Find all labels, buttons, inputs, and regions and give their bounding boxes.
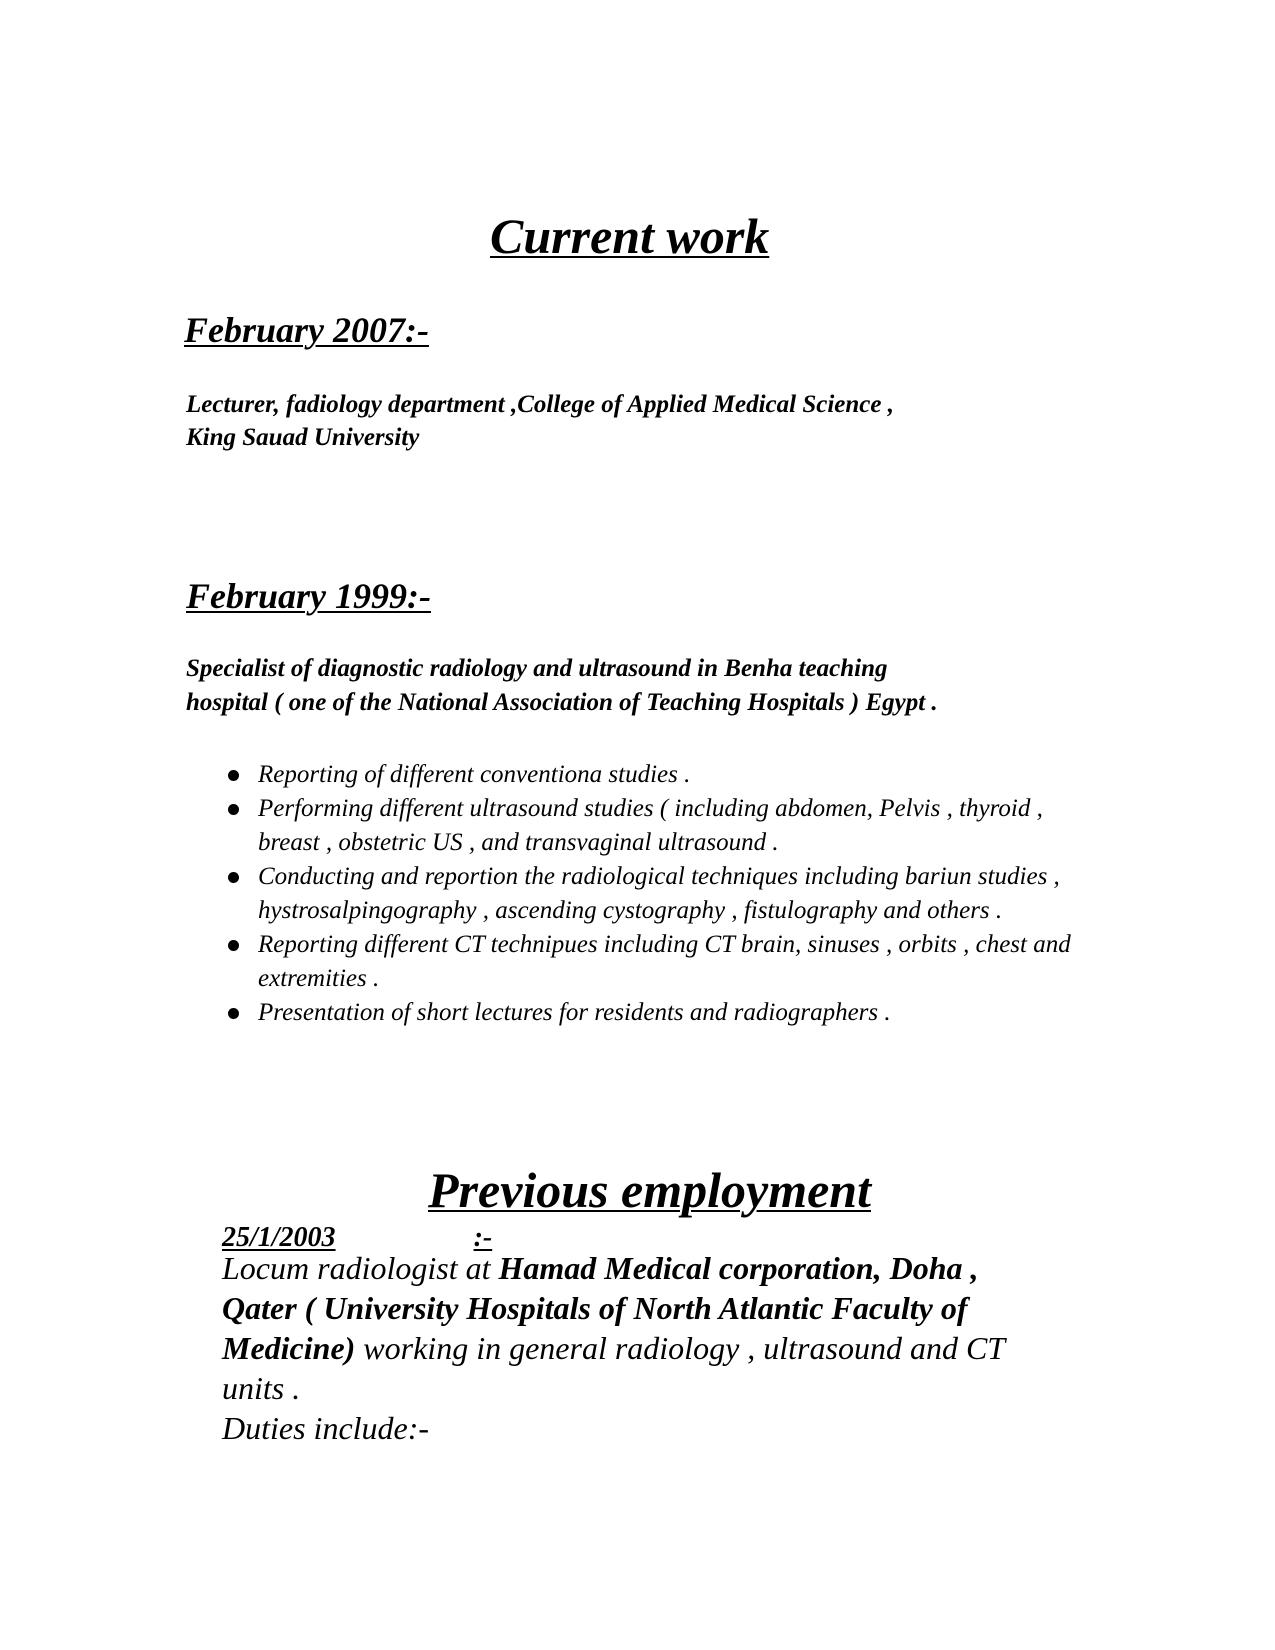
entry-date-2007: February 2007:- (184, 310, 429, 350)
current-work-heading: Current work (490, 208, 770, 264)
description-rest: working in general radiology , ultrasound and CT units . (222, 1330, 1005, 1406)
list-item (222, 996, 1082, 1030)
entry-date-1999: February 1999:- (186, 576, 431, 616)
duties-label: Duties include:- (222, 1410, 430, 1446)
duty-text: Presentation of short lectures for residents and radiographers . (258, 999, 891, 1026)
entry-2007-line1: Lecturer, fadiology department ,College of Applied Medical Science , (186, 391, 894, 418)
duties-list (222, 758, 1082, 1030)
bullet-icon (228, 1008, 239, 1019)
bullet-icon (228, 940, 239, 951)
employer-name: Hamad Medical corporation, Doha , Qater ( University Hospitals of North Atlantic Faculty of Medicine) (222, 1250, 979, 1366)
duty-text: Performing different ultrasound studies ( including abdomen, Pelvis , thyroid , breast , obstetric US , and transvaginal ultrasound . (258, 795, 1043, 856)
bullet-icon (228, 804, 239, 815)
bullet-icon (228, 770, 239, 781)
bullet-icon (228, 872, 239, 883)
list-item (222, 860, 1082, 928)
previous-employment-description (222, 1248, 1052, 1448)
duty-text: Reporting different CT technipues including CT brain, sinuses , orbits , chest and extremities . (258, 931, 1071, 992)
duty-text: Reporting of different conventiona studies . (258, 761, 691, 788)
previous-date-suffix: :- (473, 1222, 493, 1253)
duty-text: Conducting and reportion the radiological techniques including bariun studies , hystrosalpingography , ascending cystography , fistulography and others . (258, 863, 1060, 924)
entry-1999-line1: Specialist of diagnostic radiology and ultrasound in Benha teaching (186, 655, 888, 682)
list-item (222, 928, 1082, 996)
entry-1999-line2: hospital ( one of the National Association of Teaching Hospitals ) Egypt . (186, 689, 938, 716)
list-item (222, 792, 1082, 860)
entry-2007-line2: King Sauad University (186, 424, 420, 451)
list-item (222, 758, 1082, 792)
previous-employment-heading: Previous employment (428, 1162, 871, 1218)
description-intro: Locum radiologist at (222, 1250, 499, 1286)
previous-date-value: 25/1/2003 (222, 1222, 336, 1253)
